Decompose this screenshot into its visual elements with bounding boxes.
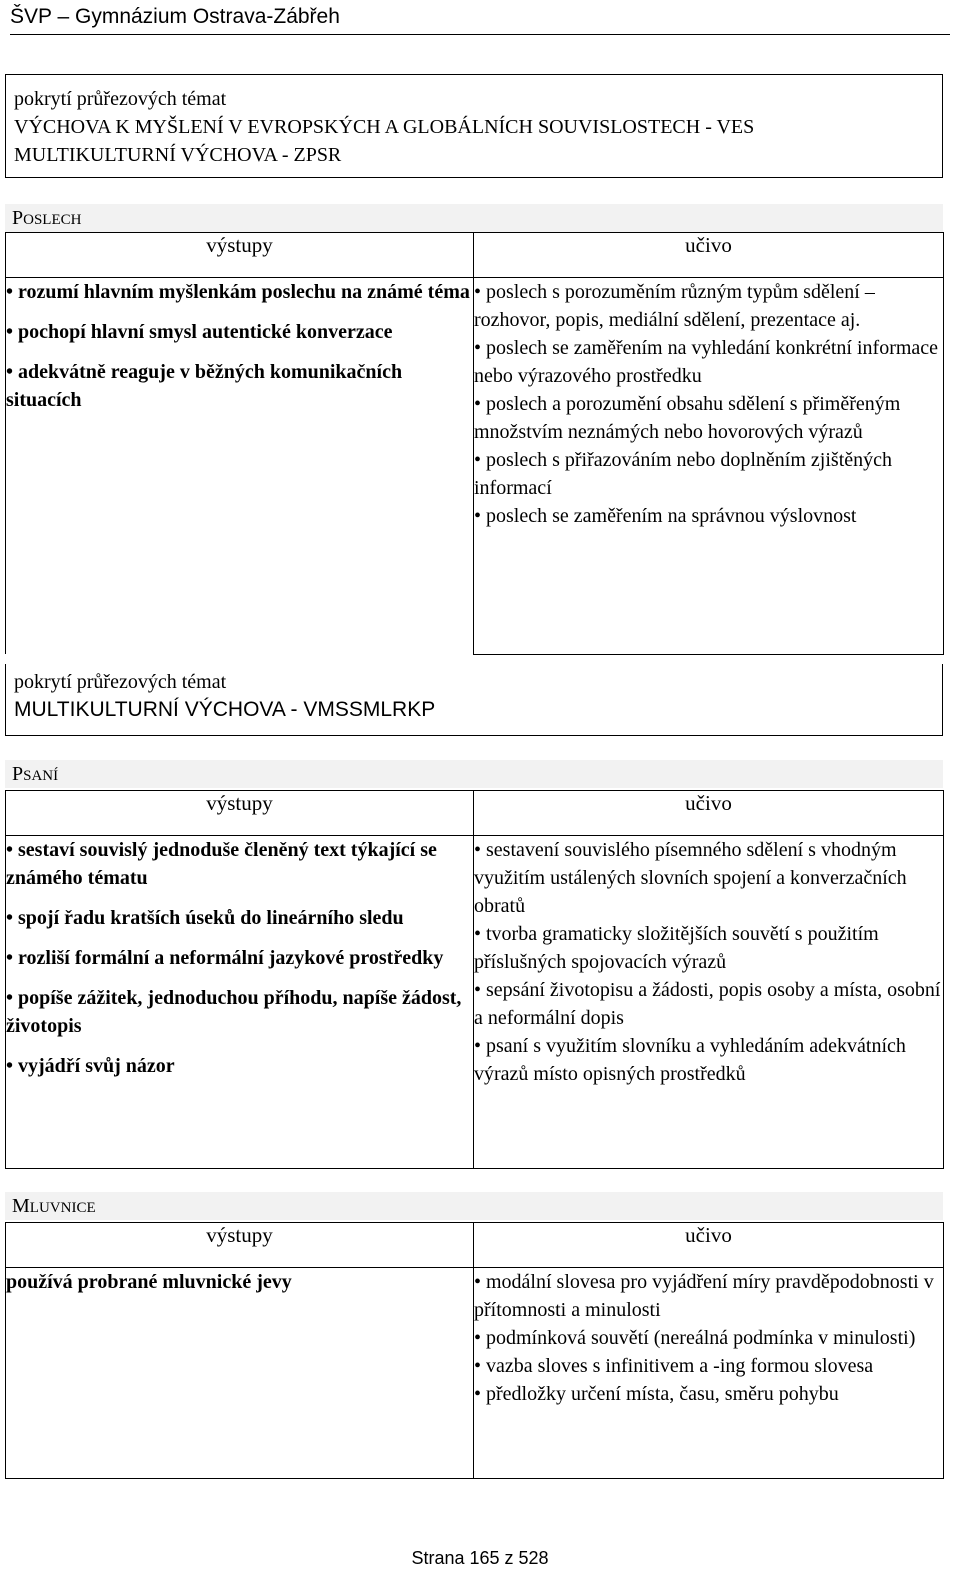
column-header-content: učivo (474, 1223, 944, 1268)
content-item: • podmínková souvětí (nereálná podmínka v minulosti) (474, 1327, 916, 1349)
column-header-outputs: výstupy (6, 791, 474, 836)
section-table-poslech (5, 232, 944, 655)
output-item: • adekvátně reaguje v běžných komunikačních situacích (6, 361, 403, 411)
page-number: Strana 165 z 528 (411, 1548, 549, 1568)
column-header-content: učivo (474, 233, 944, 278)
column-header-content: učivo (474, 791, 944, 836)
output-item: • rozumí hlavním myšlenkám poslechu na známé téma (6, 281, 470, 303)
page-header-title: ŠVP – Gymnázium Ostrava-Zábřeh (10, 0, 950, 35)
content-item: • poslech s porozuměním různým typům sdělení – rozhovor, popis, mediální sdělení, prezentace aj. (474, 281, 875, 331)
section-table-mluvnice (5, 1222, 944, 1479)
output-item: • rozliší formální a neformální jazykové prostředky (6, 947, 444, 969)
column-header-outputs: výstupy (6, 1223, 474, 1268)
output-item: • vyjádří svůj názor (6, 1055, 175, 1077)
section-title-psani: PSANÍ (5, 760, 943, 788)
section-title-poslech: POSLECH (5, 204, 943, 232)
content-item: • vazba sloves s infinitivem a -ing formou slovesa (474, 1355, 874, 1377)
content-item: • poslech se zaměřením na vyhledání konkrétní informace nebo výrazového prostředku (474, 337, 939, 387)
output-item: používá probrané mluvnické jevy (6, 1271, 292, 1293)
coverage-line: VÝCHOVA K MYŠLENÍ V EVROPSKÝCH A GLOBÁLNÍCH SOUVISLOSTECH - VES (14, 116, 755, 138)
coverage-label: pokrytí průřezových témat (14, 671, 227, 693)
content-item: • modální slovesa pro vyjádření míry pravděpodobnosti v přítomnosti a minulosti (474, 1271, 934, 1321)
coverage-box-top (5, 74, 943, 178)
content-item: • psaní s využitím slovníku a vyhledáním adekvátních výrazů místo opisných prostředků (474, 1035, 906, 1085)
content-item: • předložky určení místa, času, směru pohybu (474, 1383, 839, 1405)
content-item: • tvorba gramaticky složitějších souvětí s použitím příslušných spojovacích výrazů (474, 923, 879, 973)
section-table-psani (5, 790, 944, 1169)
coverage-box-poslech (5, 664, 943, 736)
coverage-line: MULTIKULTURNÍ VÝCHOVA - VMSSMLRKP (14, 698, 436, 721)
content-item: • sepsání životopisu a žádosti, popis osoby a místa, osobní a neformální dopis (474, 979, 941, 1029)
output-item: • popíše zážitek, jednoduchou příhodu, napíše žádost, životopis (6, 987, 462, 1037)
output-item: • pochopí hlavní smysl autentické konverzace (6, 321, 393, 343)
column-header-outputs: výstupy (6, 233, 474, 278)
content-item: • poslech a porozumění obsahu sdělení s přiměřeným množstvím neznámých nebo hovorových výrazů (474, 393, 901, 443)
content-item: • poslech s přiřazováním nebo doplněním zjištěných informací (474, 449, 893, 499)
content-item: • sestavení souvislého písemného sdělení s vhodným využitím ustálených slovních spojení a konverzačních obratů (474, 839, 907, 917)
output-item: • spojí řadu kratších úseků do lineárního sledu (6, 907, 404, 929)
coverage-label: pokrytí průřezových témat (14, 88, 227, 110)
output-item: • sestaví souvislý jednoduše členěný text týkající se známého tématu (6, 839, 437, 889)
coverage-line: MULTIKULTURNÍ VÝCHOVA - ZPSR (14, 144, 342, 166)
section-title-mluvnice: MLUVNICE (5, 1192, 943, 1220)
content-item: • poslech se zaměřením na správnou výslovnost (474, 505, 857, 527)
